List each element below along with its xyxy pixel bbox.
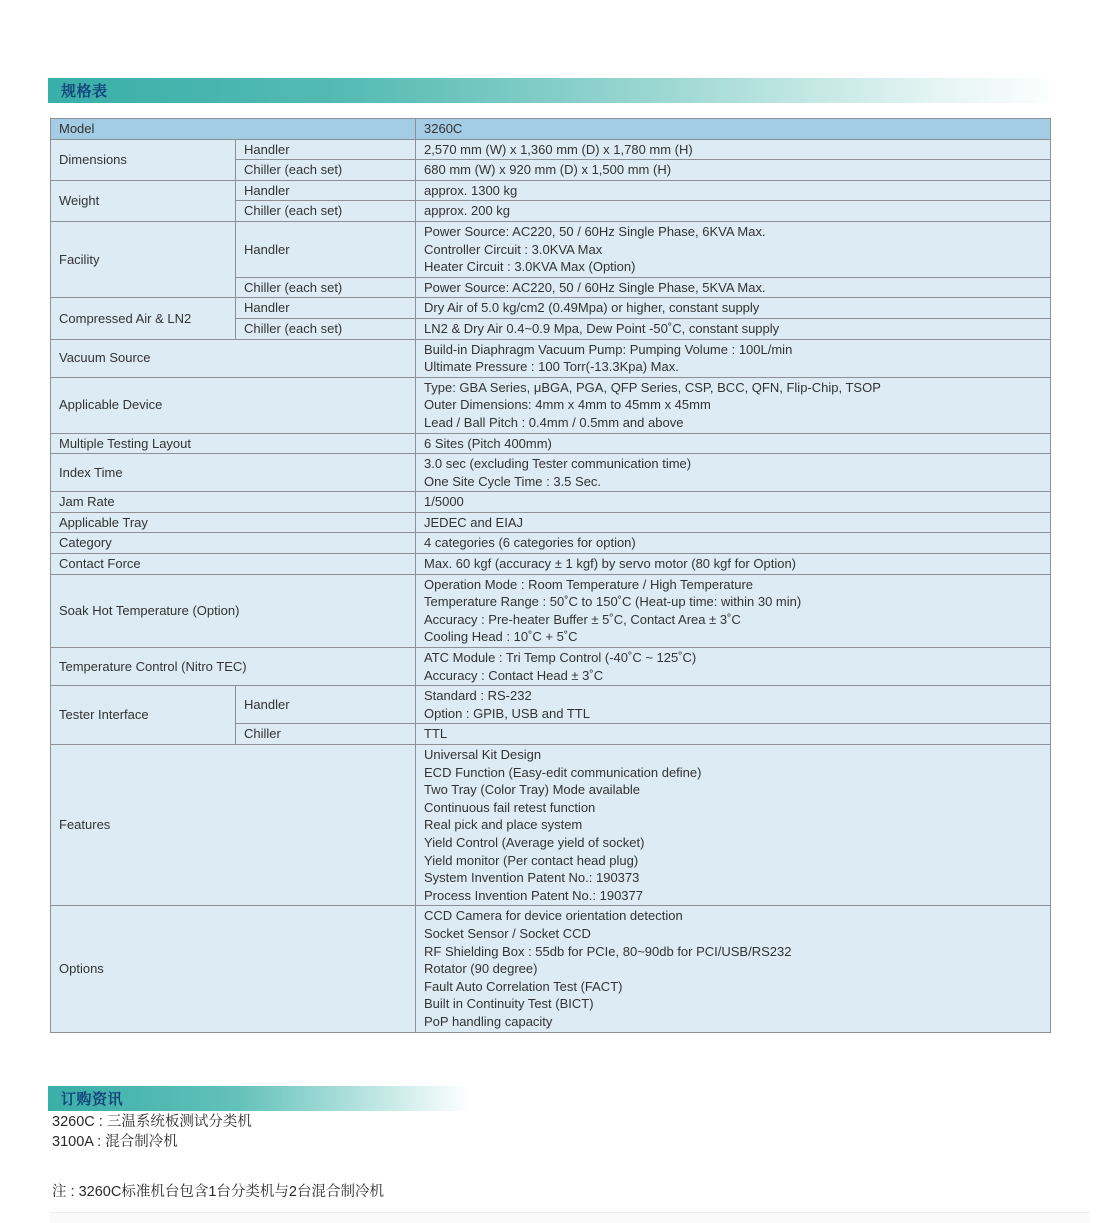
ordering-note: 注 : 3260C标准机台包含1台分类机与2台混合制冷机 [52,1184,384,1200]
spec-value-line: Process Invention Patent No.: 190377 [424,887,643,903]
spec-sublabel-cell: Chiller (each set) [236,160,416,181]
spec-value-line: One Site Cycle Time : 3.5 Sec. [424,473,602,489]
spec-value-line: RF Shielding Box : 55db for PCIe, 80~90db for PCI/USB/RS232 [424,943,792,959]
spec-sublabel-cell: Handler [236,180,416,201]
spec-value-line: Max. 60 kgf (accuracy ± 1 kgf) by servo motor (80 kgf for Option) [424,556,797,572]
footer-strip [50,1212,1090,1223]
order-section-header [48,1086,470,1111]
spec-value-line: PoP handling capacity [424,1013,553,1029]
spec-value-cell [416,533,1051,554]
spec-row [51,492,1051,513]
spec-value-line: Lead / Ball Pitch : 0.4mm / 0.5mm and above [424,414,684,430]
order-section-title: 订购资讯 [61,1091,124,1108]
spec-value-line: Dry Air of 5.0 kg/cm2 (0.49Mpa) or higher, constant supply [424,300,760,316]
spec-value-line: CCD Camera for device orientation detection [424,908,683,924]
spec-row [51,180,1051,201]
spec-value-cell [416,433,1051,454]
spec-row [51,686,1051,724]
spec-value-line: Controller Circuit : 3.0KVA Max [424,241,603,257]
spec-value-cell [416,139,1051,160]
spec-value-line: Universal Kit Design [424,747,542,762]
spec-value-cell [416,201,1051,222]
spec-label-cell: Multiple Testing Layout [51,433,416,454]
spec-sublabel-cell: Handler [236,686,416,724]
spec-value-line: Standard : RS-232 [424,688,532,704]
spec-value-line: Socket Sensor / Socket CCD [424,925,591,941]
spec-row [51,554,1051,575]
spec-value-cell [416,745,1051,906]
spec-row [51,906,1051,1032]
spec-value-line: Operation Mode : Room Temperature / High Temperature [424,576,754,592]
spec-value-line: Cooling Head : 10˚C + 5˚C [424,629,578,645]
spec-section-title: 规格表 [61,83,108,100]
spec-value-line: Yield Control (Average yield of socket) [424,834,645,850]
spec-label-cell: Dimensions [51,139,236,180]
spec-value-cell [416,648,1051,686]
spec-row [51,574,1051,647]
spec-label-cell: Index Time [51,454,416,492]
spec-value-line: Two Tray (Color Tray) Mode available [424,782,641,798]
spec-value-line: Real pick and place system [424,817,583,833]
spec-value-cell [416,554,1051,575]
spec-value-cell [416,906,1051,1032]
spec-value-line: Outer Dimensions: 4mm x 4mm to 45mm x 45mm [424,397,711,413]
spec-section-header [48,78,1048,103]
spec-value-line: Temperature Range : 50˚C to 150˚C (Heat-up time: within 30 min) [424,594,802,610]
spec-label-cell: Compressed Air & LN2 [51,298,236,339]
spec-row [51,648,1051,686]
spec-value-line: Rotator (90 degree) [424,961,538,977]
spec-value-cell [416,277,1051,298]
spec-row [51,377,1051,433]
spec-sublabel-cell: Chiller (each set) [236,201,416,222]
spec-label-cell: Soak Hot Temperature (Option) [51,574,416,647]
model-value: 3260C [416,119,1051,140]
spec-row [51,745,1051,906]
spec-value-cell [416,492,1051,513]
spec-row [51,298,1051,319]
spec-value-line: Continuous fail retest function [424,799,596,815]
spec-value-line: Ultimate Pressure : 100 Torr(-13.3Kpa) Max. [424,359,679,375]
spec-value-line: Yield monitor (Per contact head plug) [424,852,639,868]
spec-label-cell: Features [51,745,416,906]
spec-value-line: Power Source: AC220, 50 / 60Hz Single Phase, 6KVA Max. [424,223,766,239]
spec-sublabel-cell: Chiller (each set) [236,318,416,339]
ordering-line: 3260C : 三温系统板测试分类机 [52,1114,252,1130]
spec-value-line: TTL [424,726,448,742]
spec-label-cell: Category [51,533,416,554]
spec-row [51,512,1051,533]
spec-label-cell: Contact Force [51,554,416,575]
spec-value-line: 1/5000 [424,494,464,510]
spec-value-cell [416,724,1051,745]
spec-label-cell: Jam Rate [51,492,416,513]
spec-value-cell [416,377,1051,433]
spec-value-line: Fault Auto Correlation Test (FACT) [424,978,623,994]
spec-value-line: LN2 & Dry Air 0.4~0.9 Mpa, Dew Point -50˚C, constant supply [424,320,780,336]
spec-value-cell [416,318,1051,339]
spec-value-line: Type: GBA Series, μBGA, PGA, QFP Series, CSP, BCC, QFN, Flip-Chip, TSOP [424,379,881,395]
spec-value-line: approx. 1300 kg [424,182,518,198]
spec-value-cell [416,686,1051,724]
spec-row [51,139,1051,160]
spec-value-line: ATC Module : Tri Temp Control (-40˚C ~ 125˚C) [424,650,697,666]
spec-value-line: 3.0 sec (excluding Tester communication time) [424,456,692,472]
spec-value-cell [416,160,1051,181]
spec-label-cell: Applicable Device [51,377,416,433]
spec-label-cell: Tester Interface [51,686,236,745]
spec-value-line: 2,570 mm (W) x 1,360 mm (D) x 1,780 mm (H) [424,141,693,157]
spec-label-cell: Facility [51,221,236,297]
spec-value-cell [416,298,1051,319]
ordering-info [52,1112,252,1152]
model-label: Model [51,119,416,140]
spec-label-cell: Applicable Tray [51,512,416,533]
spec-label-cell: Options [51,906,416,1032]
spec-value-line: Heater Circuit : 3.0KVA Max (Option) [424,259,636,275]
spec-value-cell [416,180,1051,201]
spec-value-cell [416,454,1051,492]
spec-row [51,533,1051,554]
spec-sublabel-cell: Chiller [236,724,416,745]
spec-value-cell [416,574,1051,647]
spec-label-cell: Weight [51,180,236,221]
spec-sublabel-cell: Handler [236,139,416,160]
spec-table-container [50,118,1050,1033]
spec-label-cell: Temperature Control (Nitro TEC) [51,648,416,686]
spec-value-line: approx. 200 kg [424,203,511,219]
spec-label-cell: Vacuum Source [51,339,416,377]
spec-value-line: Built in Continuity Test (BICT) [424,996,594,1012]
spec-header-row [51,119,1051,140]
spec-value-line: 6 Sites (Pitch 400mm) [424,435,552,451]
spec-value-line: JEDEC and EIAJ [424,514,524,530]
spec-value-line: Option : GPIB, USB and TTL [424,705,590,721]
spec-value-line: Build-in Diaphragm Vacuum Pump: Pumping Volume : 100L/min [424,341,793,357]
spec-row [51,454,1051,492]
spec-sublabel-cell: Handler [236,298,416,319]
spec-value-line: Accuracy : Contact Head ± 3˚C [424,667,604,683]
ordering-line: 3100A : 混合制冷机 [52,1134,178,1150]
spec-value-line: Power Source: AC220, 50 / 60Hz Single Phase, 5KVA Max. [424,279,766,295]
spec-value-line: ECD Function (Easy-edit communication define) [424,764,702,780]
spec-sublabel-cell: Chiller (each set) [236,277,416,298]
spec-value-line: 4 categories (6 categories for option) [424,535,636,551]
spec-sublabel-cell: Handler [236,221,416,277]
spec-value-cell [416,512,1051,533]
spec-table-body [51,119,1051,1033]
spec-value-cell [416,221,1051,277]
spec-table [50,118,1051,1033]
spec-row [51,339,1051,377]
spec-row [51,433,1051,454]
spec-value-cell [416,339,1051,377]
spec-value-line: 680 mm (W) x 920 mm (D) x 1,500 mm (H) [424,162,672,178]
spec-value-line: System Invention Patent No.: 190373 [424,870,640,886]
spec-row [51,221,1051,277]
spec-value-line: Accuracy : Pre-heater Buffer ± 5˚C, Contact Area ± 3˚C [424,611,741,627]
